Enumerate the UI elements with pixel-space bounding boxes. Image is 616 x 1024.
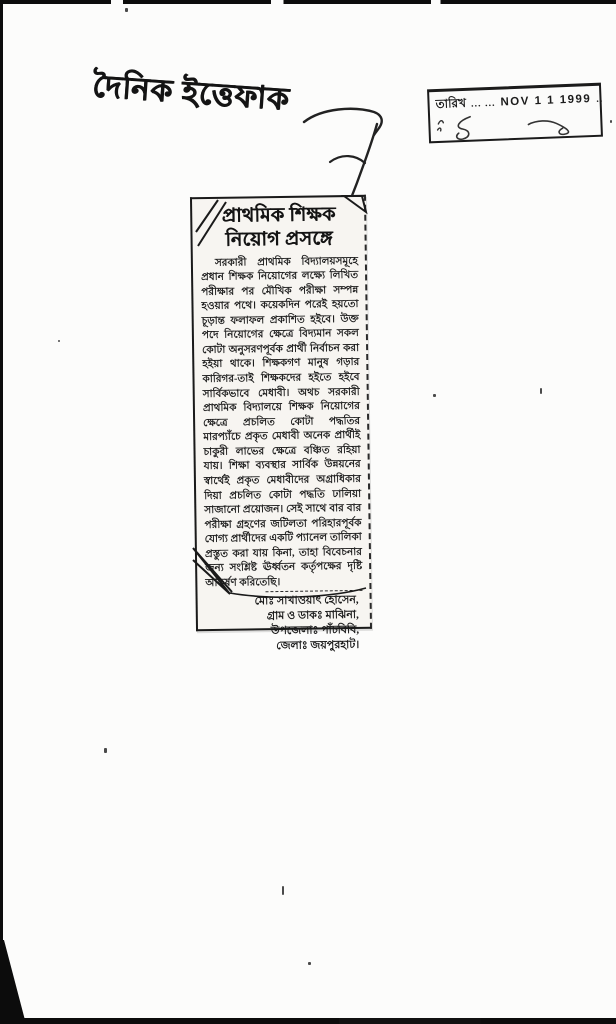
clipping-headline-line1: প্রাথমিক শিক্ষক [221, 204, 336, 227]
signature-district: জেলাঃ জয়পুরহাট। [276, 638, 360, 653]
date-stamp-label: তারিখ [435, 95, 467, 112]
newspaper-masthead: দৈনিক ইত্তেফাক [91, 68, 291, 117]
newspaper-clipping [190, 195, 372, 653]
handwritten-stamp-scribble [432, 108, 601, 144]
clipping-headline [200, 203, 358, 253]
noise-speck [540, 388, 542, 394]
signature-name: মোঃ সাখাওয়াৎ হোসেন, [254, 594, 359, 608]
clipping-signature-block [206, 593, 364, 655]
date-stamp-dots-left: ... ... [470, 97, 496, 110]
clipping-separator-rule [265, 590, 362, 592]
noise-speck [58, 340, 60, 342]
signature-village: গ্রাম ও ডাকঃ মাঝিনা, [266, 609, 359, 623]
scan-edge-bottom [0, 1018, 616, 1024]
scan-edge-left-wedge [0, 940, 30, 1024]
noise-speck [282, 886, 284, 895]
clipping-body-text: সরকারী প্রাথমিক বিদ্যালয়সমূহে প্রধান শিক্ষক নিয়োগের লক্ষ্যে লিখিত পরীক্ষার পর মৌখিক পরীক্ষা সম্পন্ন হওয়ার পথে। কয়েকদিন পরেই হয়তো চূড়ান্ত ফলাফল প্রকাশিত হইবে। উক্ত পদে নিয়োগের ক্ষেত্রে বিদ্যমান সকল কোটা অনুসরণপূর্বক প্রার্থী নির্বাচন করা হইয়া থাকে। শিক্ষকগণ মানুষ গড়ার কারিগর-তাই শিক্ষকদের হইতে হইবে সার্বিকভাবে মেধাবী। অথচ সরকারী প্রাথমিক বিদ্যালয়ে শিক্ষক নিয়োগের ক্ষেত্রে প্রচলিত কোটা পদ্ধতির মারপ্যাঁচে প্রকৃত মেধাবী অনেক প্রার্থীই চাকুরী লাভের ক্ষেত্রে বঞ্চিত রহিয়া যায়। শিক্ষা ব্যবস্থার সার্বিক উন্নয়নের স্বার্থেই প্রকৃত মেধাবীদের অগ্রাধিকার দিয়া প্রচলিত কোটা পদ্ধতি ঢালিয়া সাজানো প্রয়োজন। সেই সাথে বার বার পরীক্ষা গ্রহণের জটিলতা পরিহারপূর্বক যোগ্য প্রার্থীদের একটি প্যানেল তালিকা প্রস্তুত করা যায় কিনা, তাহা বিবেচনার জন্য সংশ্লিষ্ট ঊর্ধ্বতন কর্তৃপক্ষের দৃষ্টি আকর্ষণ করিতেছি। [201, 255, 363, 589]
noise-speck [125, 8, 128, 12]
date-stamp-dots-right: .. [596, 93, 604, 105]
noise-speck [308, 962, 311, 965]
date-stamp-box [427, 83, 603, 144]
date-stamp-date: NOV 1 1 1999 [500, 93, 592, 109]
clipping-headline-line2: নিয়োগ প্রসঙ্গে [225, 228, 333, 251]
scan-edge-top [0, 0, 616, 4]
noise-speck [610, 120, 612, 123]
signature-upazila: উপজেলাঃ পাঁচবিবি, [270, 624, 360, 638]
noise-speck [104, 748, 107, 753]
noise-speck [433, 394, 436, 397]
scan-edge-left [0, 0, 3, 1024]
